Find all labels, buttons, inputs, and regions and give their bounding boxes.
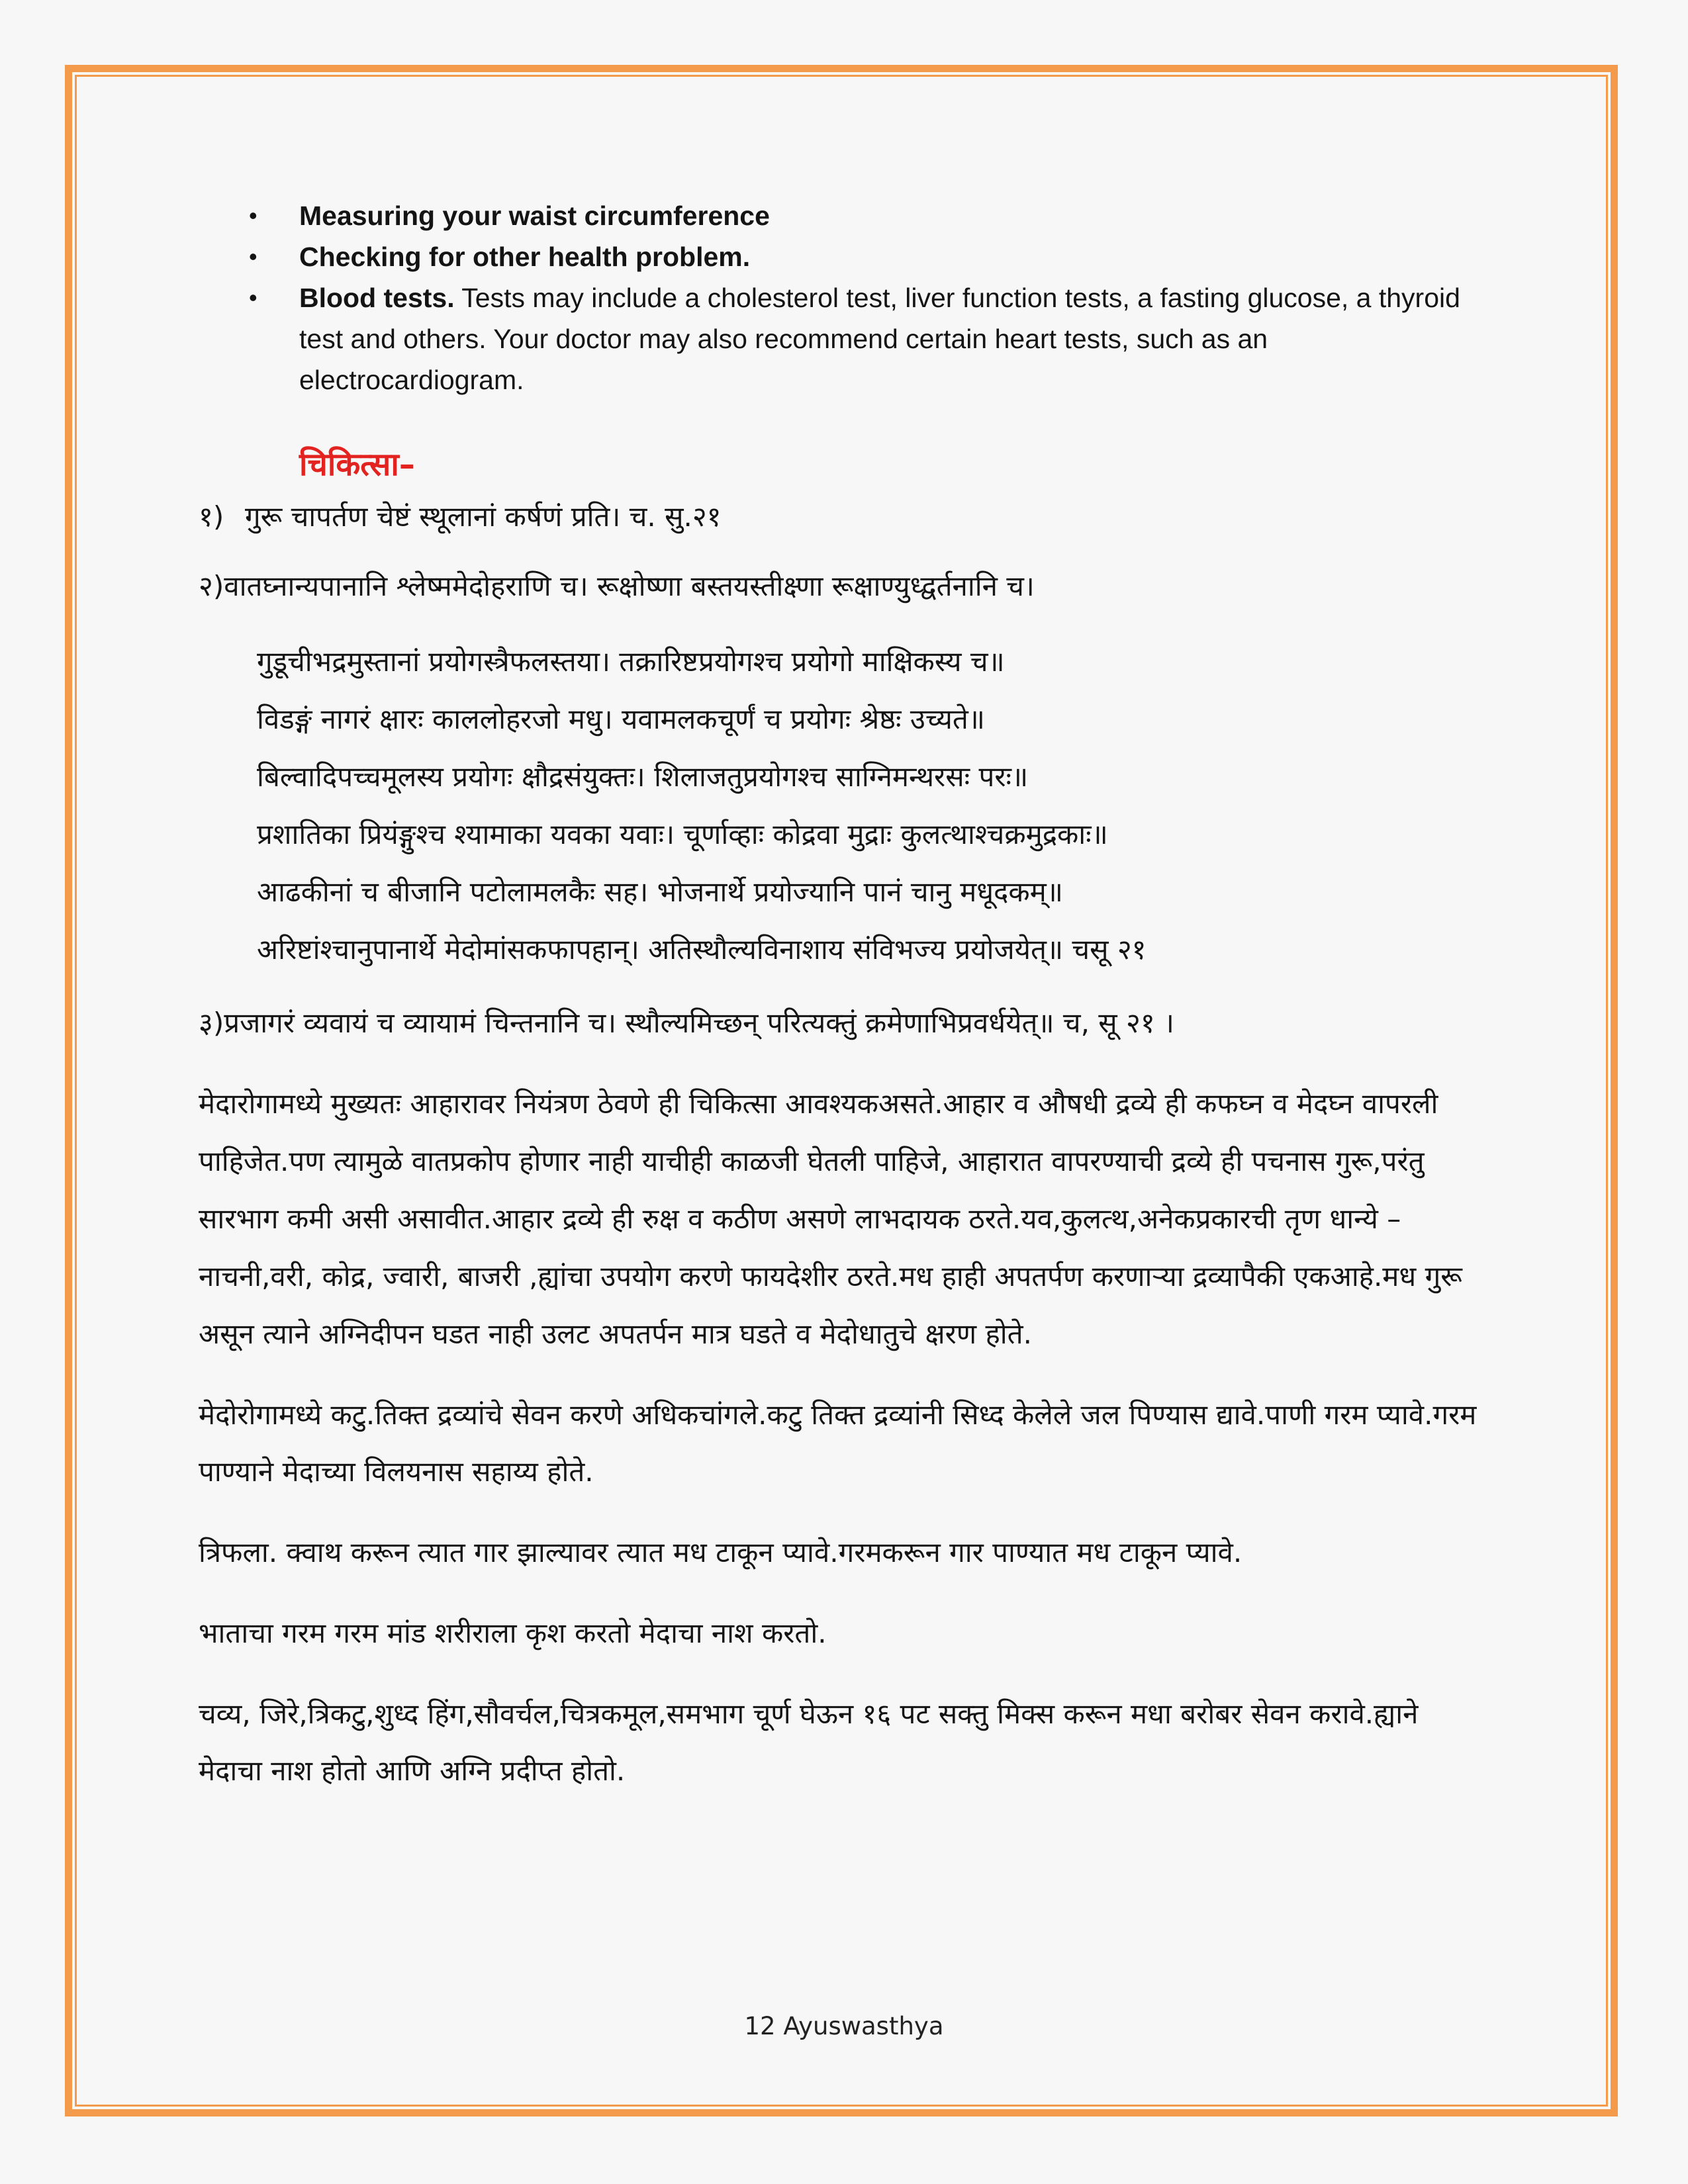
verse-3: ३)प्रजागरं व्यवायं च व्यायामं चिन्तनानि च। स्थौल्यमिच्छन् परित्यक्तुं क्रमेणाभिप्रवर्धयेत्॥ च, सू २१ । bbox=[199, 1007, 1174, 1039]
bullet-dot-icon: • bbox=[249, 202, 258, 229]
bullet-bold-text: Checking for other health problem. bbox=[299, 242, 751, 272]
paragraph: मेदारोगामध्ये मुख्यतः आहारावर नियंत्रण ठेवणे ही चिकित्सा आवश्यकअसते.आहार व औषधी द्रव्ये ही कफघ्न व मेदघ्न वापरली पाहिजेत.पण त्यामुळे वातप्रकोप होणार नाही याचीही काळजी घेतली पाहिजे, आहारात वापरण्याची द्रव्ये ही पचनास गुरू,परंतु सारभाग कमी असी असावीत.आहार द्रव्ये ही रुक्ष व कठीण असणे लाभदायक ठरते.यव,कुलत्थ,अनेकप्रकारची तृण धान्ये –नाचनी,वरी, कोद्र, ज्वारी, बाजरी ,ह्यांचा उपयोग करणे फायदेशीर ठरते.मध हाही अपतर्पण करणाऱ्या द्रव्यापैकी एकआहे.मध गुरू असून त्याने अग्निदीपन घडत नाही उलट अपतर्पन मात्र घडते व मेदोधातुचे क्षरण होते. bbox=[199, 1087, 1462, 1350]
page-footer: 12 Ayuswasthya bbox=[744, 2012, 944, 2040]
verse-number: १) bbox=[199, 500, 224, 533]
verse-2: २)वातघ्नान्यपानानि श्लेष्ममेदोहराणि च। रूक्षोष्णा बस्तयस्तीक्ष्णा रूक्षाण्युध्द्वर्तनानि च। bbox=[199, 570, 1035, 602]
bullet-bold-text: Blood tests. bbox=[299, 283, 455, 313]
bullet-bold-text: Measuring your waist circumference bbox=[299, 201, 770, 231]
shloka-line: बिल्वादिपच्चमूलस्य प्रयोगः क्षौद्रसंयुक्तः। शिलाजतुप्रयोगश्च साग्निमन्थरसः परः॥ bbox=[257, 760, 1029, 793]
bullet-text: Tests may include a cholesterol test, liver function tests, a fasting glucose, a thyroid test and others. Your doctor may also recommend certain heart tests, such as an electrocardiogram. bbox=[299, 283, 1460, 395]
paragraph: मेदोरोगामध्ये कटु.तिक्त द्रव्यांचे सेवन करणे अधिकचांगले.कटु तिक्त द्रव्यांनी सिध्द केलेले जल पिण्यास द्यावे.पाणी गरम प्यावे.गरम पाण्याने मेदाच्या विलयनास सहाय्य होते. bbox=[199, 1398, 1477, 1488]
shloka-line: विडङ्गं नागरं क्षारः काललोहरजो मधु। यवामलकचूर्णं च प्रयोगः श्रेष्ठः उच्यते॥ bbox=[257, 703, 985, 735]
section-heading: चिकित्सा– bbox=[299, 446, 415, 483]
bullet-dot-icon: • bbox=[249, 243, 258, 270]
shloka-block bbox=[257, 633, 1489, 978]
bullet-dot-icon: • bbox=[249, 284, 258, 311]
bullet-item bbox=[199, 195, 1489, 236]
verse-1 bbox=[199, 497, 1489, 535]
page-content bbox=[199, 195, 1489, 1799]
diagnosis-bullet-list bbox=[199, 195, 1489, 400]
bullet-item bbox=[199, 277, 1489, 400]
paragraph: त्रिफला. क्वाथ करून त्यात गार झाल्यावर त्यात मध टाकून प्यावे.गरमकरून गार पाण्यात मध टाकून प्यावे. bbox=[199, 1536, 1243, 1569]
shloka-line: गुडूचीभद्रमुस्तानां प्रयोगस्त्रैफलस्तया। तक्रारिष्टप्रयोगश्च प्रयोगो माक्षिकस्य च॥ bbox=[257, 645, 1005, 678]
paragraph: भाताचा गरम गरम मांड शरीराला कृश करतो मेदाचा नाश करतो. bbox=[199, 1617, 827, 1649]
shloka-line: आढकीनां च बीजानि पटोलामलकैः सह। भोजनार्थे प्रयोज्यानि पानं चानु मधूदकम्॥ bbox=[257, 876, 1063, 908]
paragraph: चव्य, जिरे,त्रिकटु,शुध्द हिंग,सौवर्चल,चित्रकमूल,समभाग चूर्ण घेऊन १६ पट सक्तु मिक्स करून मधा बरोबर सेवन करावे.ह्याने मेदाचा नाश होतो आणि अग्नि प्रदीप्त होतो. bbox=[199, 1698, 1419, 1787]
bullet-item bbox=[199, 236, 1489, 277]
shloka-line: अरिष्टांश्चानुपानार्थे मेदोमांसकफापहान्। अतिस्थौल्यविनाशाय संविभज्य प्रयोजयेत्॥ चसू २१ bbox=[257, 933, 1147, 966]
verse-text: गुरू चापर्तण चेष्टं स्थूलानां कर्षणं प्रति। च. सु.२१ bbox=[245, 500, 722, 533]
shloka-line: प्रशातिका प्रियंङ्गुश्च श्यामाका यवका यवाः। चूर्णाव्हाः कोद्रवा मुद्राः कुलत्थाश्चक्रमुद्रकाः॥ bbox=[257, 818, 1108, 850]
